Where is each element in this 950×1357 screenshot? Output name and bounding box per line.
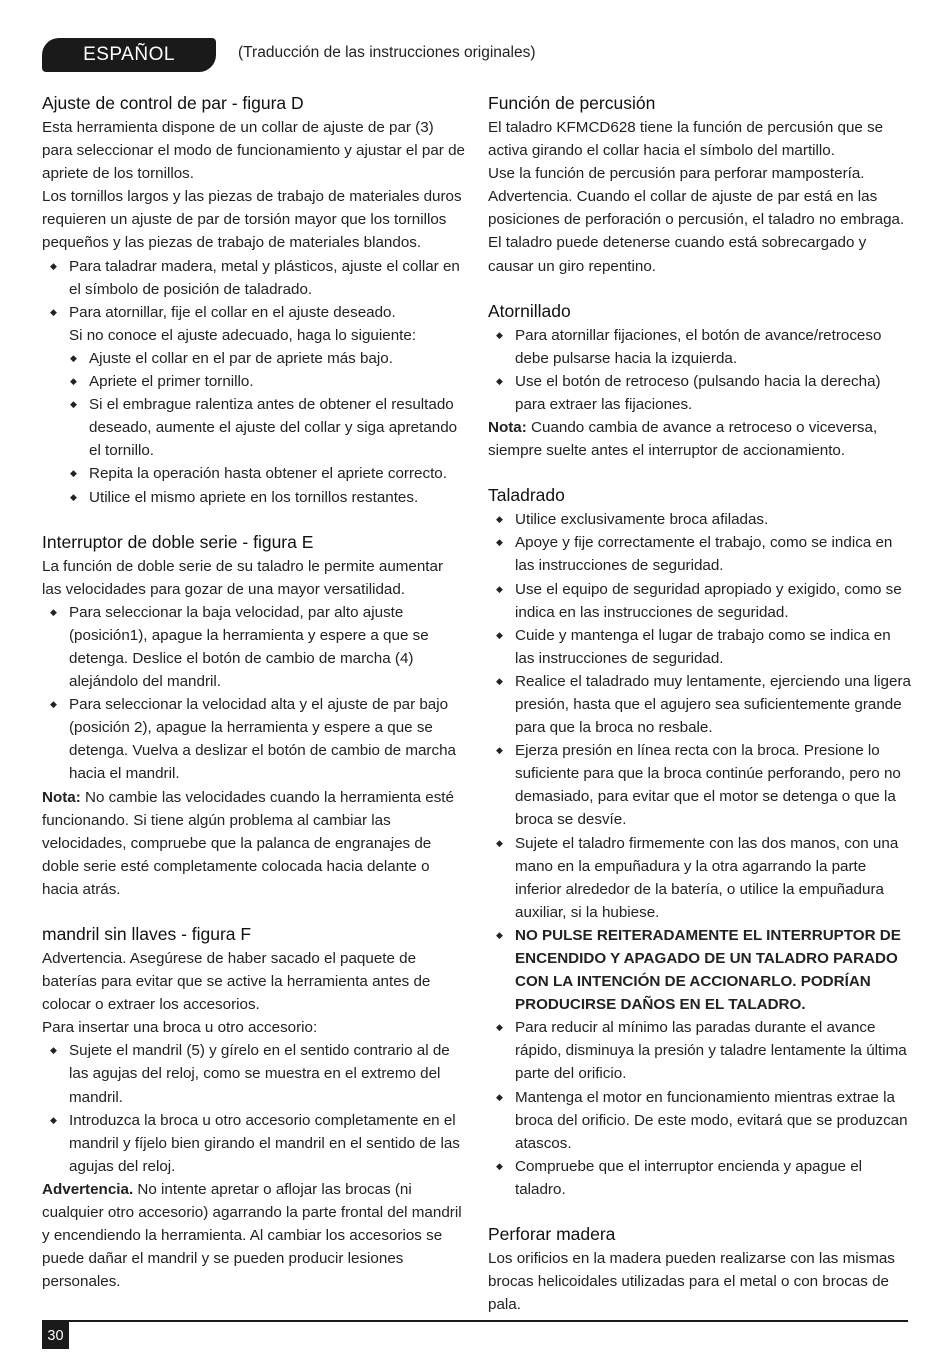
section-dual-range (42, 531, 466, 901)
sub-list-item: ◆ Si el embrague ralentiza antes de obtener el resultado deseado, aumente el ajuste del collar y siga apretando el tornillo. (69, 393, 466, 462)
paragraph: Los orificios en la madera pueden realizarse con las mismas brocas helicoidales utilizadas para el metal o con brocas de pala. (488, 1250, 895, 1314)
list-item: ◆ Ejerza presión en línea recta con la broca. Presione lo suficiente para que la broca continúe perforando, pero no demasiado, para evitar que el motor se detenga o que la broca se desvíe. (488, 739, 912, 831)
list-item: ◆ Para seleccionar la velocidad alta y el ajuste de par bajo (posición 2), apague la herramienta y espere a que se detenga. Vuelva a deslizar el botón de cambio de marcha hacia el mandril. (42, 693, 466, 785)
paragraph: La función de doble serie de su taladro le permite aumentar las velocidades para gozar de una mayor versatilidad. (42, 557, 444, 598)
section-title: Taladrado (488, 485, 565, 506)
page-number-label: 30 (47, 1327, 64, 1344)
list-item: ◆ Sujete el taladro firmemente con las dos manos, con una mano en la empuñadura y la otra agarrando la parte inferior alrededor de la batería, o utilice la empuñadura auxiliar, si la hubiese. (488, 832, 912, 924)
section-torque-control (42, 92, 466, 509)
sub-list-item: ◆ Repita la operación hasta obtener el apriete correcto. (69, 462, 466, 485)
paragraph: Advertencia. Cuando el collar de ajuste de par está en las posiciones de perforación o percusión, el taladro no embraga. (488, 188, 905, 229)
sub-list-item: ◆ Utilice el mismo apriete en los tornillos restantes. (69, 486, 466, 509)
list-item (42, 301, 466, 509)
paragraph: Advertencia. Asegúrese de haber sacado el paquete de baterías para evitar que se active la herramienta antes de colocar o extraer los accesorios. (42, 950, 431, 1014)
list-item: ◆ Compruebe que el interruptor encienda y apague el taladro. (488, 1155, 912, 1201)
section-screwdriving (488, 300, 912, 463)
paragraph: El taladro puede detenerse cuando está sobrecargado y causar un giro repentino. (488, 234, 867, 275)
language-badge (42, 38, 216, 72)
language-label: ESPAÑOL (83, 44, 175, 65)
section-title: Función de percusión (488, 93, 656, 113)
bullet-list (42, 255, 466, 509)
section-wood-drilling (488, 1223, 912, 1316)
list-item-text: Para atornillar, fije el collar en el ajuste deseado. (69, 303, 396, 321)
list-item: ◆ Para seleccionar la baja velocidad, par alto ajuste (posición1), apague la herramienta y espere a que se detenga. Deslice el botón de cambio de marcha (4) alejándolo del mandril. (42, 601, 466, 693)
note-label: Nota: (488, 419, 527, 437)
footer-divider (42, 1320, 908, 1322)
paragraph: Use la función de percusión para perforar mampostería. (488, 165, 865, 183)
list-item: ◆ Utilice exclusivamente broca afiladas. (488, 508, 912, 531)
section-drilling (488, 484, 912, 1201)
note-paragraph (42, 786, 466, 901)
note-label: Nota: (42, 788, 81, 806)
list-item: ◆ Apoye y fije correctamente el trabajo, como se indica en las instrucciones de seguridad. (488, 531, 912, 577)
page-number (42, 1322, 69, 1349)
section-title: mandril sin llaves - figura F (42, 924, 252, 944)
paragraph: Para insertar una broca u otro accesorio: (42, 1019, 318, 1037)
list-item: ◆ Use el equipo de seguridad apropiado y exigido, como se indica en las instrucciones de seguridad. (488, 578, 912, 624)
section-keyless-chuck (42, 923, 466, 1293)
list-item: ◆ Cuide y mantenga el lugar de trabajo como se indica en las instrucciones de seguridad. (488, 624, 912, 670)
section-title: Interruptor de doble serie - figura E (42, 531, 314, 552)
list-item: ◆ Sujete el mandril (5) y gírelo en el sentido contrario al de las agujas del reloj, como se muestra en el extremo del mandril. (42, 1039, 466, 1108)
list-item: ◆ Para atornillar fijaciones, el botón de avance/retroceso debe pulsarse hacia la izquierda. (488, 324, 912, 370)
list-item: ◆ Para taladrar madera, metal y plásticos, ajuste el collar en el símbolo de posición de taladrado. (42, 255, 466, 301)
bullet-list (488, 508, 912, 1201)
right-column (488, 92, 912, 1338)
warning-paragraph (42, 1178, 466, 1293)
list-item: ◆ Realice el taladrado muy lentamente, ejerciendo una ligera presión, hasta que el agujero sea suficientemente grande para que la broca no resbale. (488, 670, 912, 739)
paragraph: Esta herramienta dispone de un collar de ajuste de par (3) para seleccionar el modo de funcionamiento y ajustar el par de apriete de los tornillos. (42, 119, 465, 183)
sub-bullet-list (69, 347, 466, 509)
list-item: ◆ Introduzca la broca u otro accesorio completamente en el mandril y fíjelo bien girando el mandril en el sentido de las agujas del reloj. (42, 1109, 466, 1178)
section-hammer-function (488, 92, 912, 278)
bullet-list (42, 601, 466, 786)
paragraph: Los tornillos largos y las piezas de trabajo de materiales duros requieren un ajuste de par de torsión mayor que los tornillos pequeños y las piezas de trabajo de materiales blandos. (42, 188, 462, 252)
sub-list-item: ◆ Apriete el primer tornillo. (69, 370, 466, 393)
note-text: Cuando cambia de avance a retroceso o viceversa, siempre suelte antes el interruptor de accionamiento. (488, 419, 878, 460)
list-item: ◆ Mantenga el motor en funcionamiento mientras extrae la broca del orificio. De este modo, evitará que se produzcan atascos. (488, 1086, 912, 1155)
section-title: Atornillado (488, 300, 571, 321)
bullet-list (42, 1039, 466, 1178)
note-paragraph (488, 416, 912, 462)
paragraph: El taladro KFMCD628 tiene la función de percusión que se activa girando el collar hacia el símbolo del martillo. (488, 119, 884, 160)
translation-subtitle: (Traducción de las instrucciones originales) (238, 44, 536, 61)
section-title: Ajuste de control de par - figura D (42, 93, 304, 113)
list-item: ◆ Para reducir al mínimo las paradas durante el avance rápido, disminuya la presión y taladre lentamente la última parte del orificio. (488, 1016, 912, 1085)
warning-text: No intente apretar o aflojar las brocas (ni cualquier otro accesorio) agarrando la parte frontal del mandril y encendiendo la herramienta. Al cambiar los accesorios se puede dañar el mandril y se pueden producir lesiones personales. (42, 1180, 462, 1291)
list-item: ◆ Use el botón de retroceso (pulsando hacia la derecha) para extraer las fijaciones. (488, 370, 912, 416)
bullet-list (488, 324, 912, 416)
left-column (42, 92, 466, 1315)
warning-label: Advertencia. (42, 1180, 134, 1198)
section-title: Perforar madera (488, 1224, 616, 1245)
list-item-note: Si no conoce el ajuste adecuado, haga lo siguiente: (69, 326, 417, 344)
sub-list-item: ◆ Ajuste el collar en el par de apriete más bajo. (69, 347, 466, 370)
warning-list-item: ◆ NO PULSE REITERADAMENTE EL INTERRUPTOR DE ENCENDIDO Y APAGADO DE UN TALADRO PARADO CON LA INTENCIÓN DE ACCIONARLO. PODRÍAN PRODUCIRSE DAÑOS EN EL TALADRO. (488, 924, 912, 1016)
note-text: No cambie las velocidades cuando la herramienta esté funcionando. Si tiene algún problema al cambiar las velocidades, compruebe que la palanca de engranajes de doble serie esté completamente colocada hacia delante o hacia atrás. (42, 788, 454, 898)
